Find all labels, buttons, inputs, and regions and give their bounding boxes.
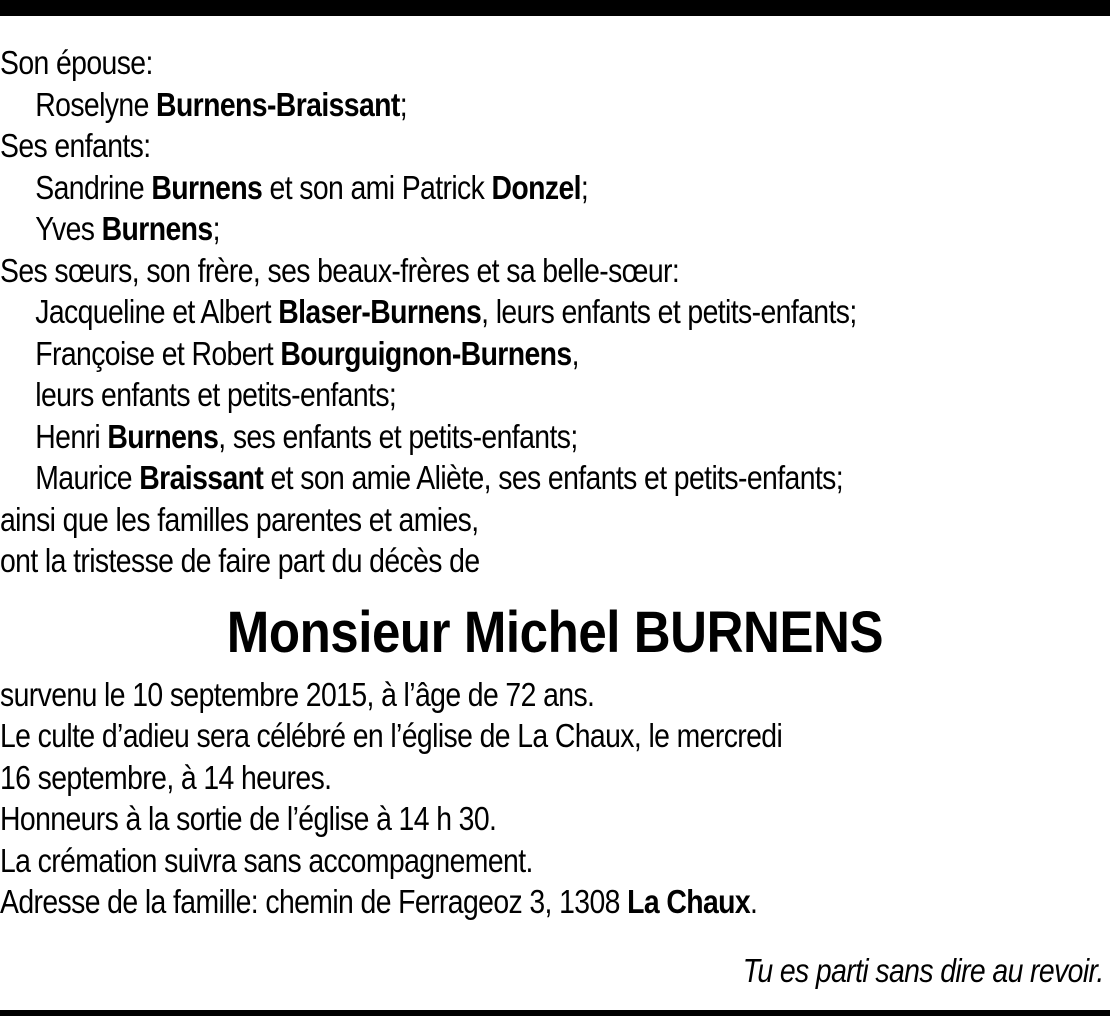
detail-line-3: 16 septembre, à 14 heures. <box>0 758 332 796</box>
sibling1-tail: , leurs enfants et petits-enfants; <box>481 293 857 330</box>
address-place: La Chaux <box>627 883 751 920</box>
top-border-rule <box>0 0 1110 16</box>
sibling2-tail: , <box>571 334 579 372</box>
children-heading: Ses enfants: <box>0 127 151 164</box>
child1-first-name: Sandrine <box>35 168 152 206</box>
child2-first-name: Yves <box>35 210 102 247</box>
closing-line-1: ainsi que les familles parentes et amies, <box>0 500 479 538</box>
sibling-line-4 <box>0 457 955 499</box>
sibling3-tail: , ses enfants et petits-enfants; <box>218 417 578 455</box>
death-notice <box>0 42 1110 923</box>
sibling4-surname: Braissant <box>139 459 264 496</box>
child2-surname: Burnens <box>101 210 213 247</box>
address-text: Adresse de la famille: chemin de Ferrageoz 3, 1308 <box>0 883 628 920</box>
child-line-1 <box>0 167 955 209</box>
sibling3-first-name: Henri <box>35 417 108 455</box>
family-address <box>0 881 955 923</box>
child2-punct: ; <box>212 210 220 247</box>
sibling-line-1 <box>0 291 955 333</box>
sibling-line-2 <box>0 333 955 375</box>
sibling2-first-names: Françoise et Robert <box>35 334 281 372</box>
sibling4-first-name: Maurice <box>35 459 140 496</box>
sibling4-tail: et son amie Aliète, ses enfants et petits-enfants; <box>263 459 844 496</box>
sibling1-surname: Blaser-Burnens <box>278 293 482 330</box>
address-punct: . <box>750 883 758 920</box>
sibling-line-3 <box>0 416 955 458</box>
sibling2-surname: Bourguignon-Burnens <box>280 334 572 372</box>
sibling-line-2-continued: leurs enfants et petits-enfants; <box>35 376 397 413</box>
spouse-line <box>0 84 955 126</box>
child1-surname: Burnens <box>151 168 263 206</box>
child-line-2 <box>0 208 955 250</box>
detail-line-5: La crémation suivra sans accompagnement. <box>0 841 533 879</box>
deceased-name-heading <box>0 592 1110 674</box>
spouse-first-name: Roselyne <box>35 85 157 123</box>
child1-partner-text: et son ami Patrick <box>262 168 492 206</box>
deceased-name: Monsieur Michel BURNENS <box>226 599 884 665</box>
sibling3-surname: Burnens <box>107 417 219 455</box>
closing-motto: Tu es parti sans dire au revoir. <box>743 952 1104 989</box>
bottom-border-rule <box>0 1010 1110 1016</box>
detail-line-2: Le culte d’adieu sera célébré en l’église de La Chaux, le mercredi <box>0 717 783 754</box>
child1-partner-surname: Donzel <box>491 168 581 206</box>
detail-line-1: survenu le 10 septembre 2015, à l’âge de 72 ans. <box>0 675 595 713</box>
siblings-heading: Ses sœurs, son frère, ses beaux-frères et sa belle-sœur: <box>0 251 680 289</box>
child1-punct: ; <box>580 168 589 206</box>
sibling1-first-names: Jacqueline et Albert <box>35 293 279 330</box>
spouse-punct: ; <box>399 85 408 123</box>
detail-line-4: Honneurs à la sortie de l’église à 14 h 30. <box>0 800 497 837</box>
spouse-heading: Son épouse: <box>0 44 153 81</box>
spouse-surname: Burnens-Braissant <box>156 85 400 123</box>
closing-line-2: ont la tristesse de faire part du décès de <box>0 542 480 579</box>
